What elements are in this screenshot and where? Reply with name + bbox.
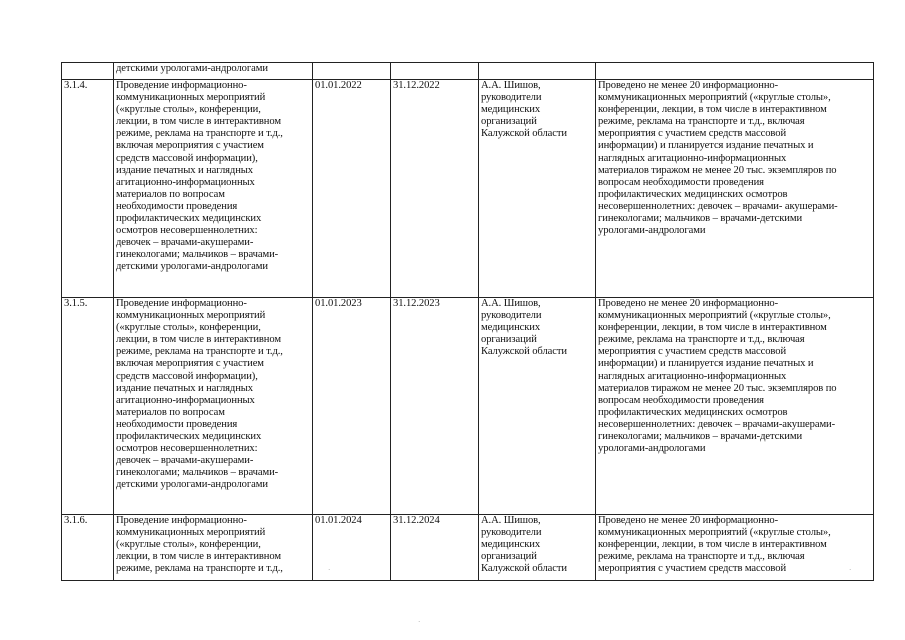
- cell-num: 3.1.6.: [62, 515, 114, 581]
- table-row: [62, 515, 874, 581]
- cell-start: 01.01.2022: [313, 80, 391, 298]
- cell-start: 01.01.2024: [313, 515, 391, 581]
- cell-title: Проведение информационно- коммуникационных мероприятий («круглые столы», конференции, лекции, в том числе в интерактивном режиме, реклама на транспорте и т.д.,: [114, 515, 313, 581]
- cell-num: 3.1.5.: [62, 298, 114, 515]
- cell-end: 31.12.2024: [391, 515, 479, 581]
- cell-start: 01.01.2023: [313, 298, 391, 515]
- cell-title: Проведение информационно- коммуникационных мероприятий («круглые столы», конференции, лекции, в том числе в интерактивном режиме, реклама на транспорте и т.д., включая мероприятия с участием средств массовой информации), издание печатных и наглядных агитационно-информационных материалов по вопросам необходимости проведения профилактических медицинских осмотров несовершеннолетних: девочек – врачами-акушерами- гинекологами; мальчиков – врачами- детскими урологами-андрологами: [114, 80, 313, 298]
- cell-responsible: А.А. Шишов, руководители медицинских организаций Калужской области: [479, 515, 596, 581]
- cell-title: детскими урологами-андрологами: [114, 63, 313, 80]
- cell-responsible: А.А. Шишов, руководители медицинских организаций Калужской области: [479, 80, 596, 298]
- cell-start: [313, 63, 391, 80]
- cell-result: Проведено не менее 20 информационно- коммуникационных мероприятий («круглые столы», конференции, лекции, в том числе в интерактивном режиме, реклама на транспорте и т.д., включая мероприятия с участием средств массовой: [596, 515, 874, 581]
- scan-speck: ·: [849, 566, 852, 574]
- measures-table: [61, 62, 874, 581]
- cell-num: [62, 63, 114, 80]
- scan-speck: ·: [418, 618, 421, 626]
- table-row: [62, 298, 874, 515]
- cell-end: 31.12.2022: [391, 80, 479, 298]
- table-row-continuation: [62, 63, 874, 80]
- cell-end: 31.12.2023: [391, 298, 479, 515]
- cell-end: [391, 63, 479, 80]
- cell-result: Проведено не менее 20 информационно- коммуникационных мероприятий («круглые столы», конференции, лекции, в том числе в интерактивном режиме, реклама на транспорте и т.д., включая мероприятия с участием средств массовой информации) и планируется издание печатных и наглядных агитационно-информационных материалов тиражом не менее 20 тыс. экземпляров по вопросам необходимости проведения профилактических медицинских осмотров несовершеннолетних: девочек – врачами- акушерами- гинекологами; мальчиков – врачами-детскими урологами-андрологами: [596, 80, 874, 298]
- cell-title: Проведение информационно- коммуникационных мероприятий («круглые столы», конференции, лекции, в том числе в интерактивном режиме, реклама на транспорте и т.д., включая мероприятия с участием средств массовой информации), издание печатных и наглядных агитационно-информационных материалов по вопросам необходимости проведения профилактических медицинских осмотров несовершеннолетних: девочек – врачами-акушерами- гинекологами; мальчиков – врачами- детскими урологами-андрологами: [114, 298, 313, 515]
- cell-result: Проведено не менее 20 информационно- коммуникационных мероприятий («круглые столы», конференции, лекции, в том числе в интерактивном режиме, реклама на транспорте и т.д., включая мероприятия с участием средств массовой информации) и планируется издание печатных и наглядных агитационно-информационных материалов тиражом не менее 20 тыс. экземпляров по вопросам необходимости проведения профилактических медицинских осмотров несовершеннолетних: девочек – врачами-акушерами- гинекологами; мальчиков – врачами-детскими урологами-андрологами: [596, 298, 874, 515]
- table-row: [62, 80, 874, 298]
- cell-responsible: [479, 63, 596, 80]
- scan-speck: ·: [328, 566, 331, 574]
- cell-responsible: А.А. Шишов, руководители медицинских организаций Калужской области: [479, 298, 596, 515]
- cell-num: 3.1.4.: [62, 80, 114, 298]
- cell-result: [596, 63, 874, 80]
